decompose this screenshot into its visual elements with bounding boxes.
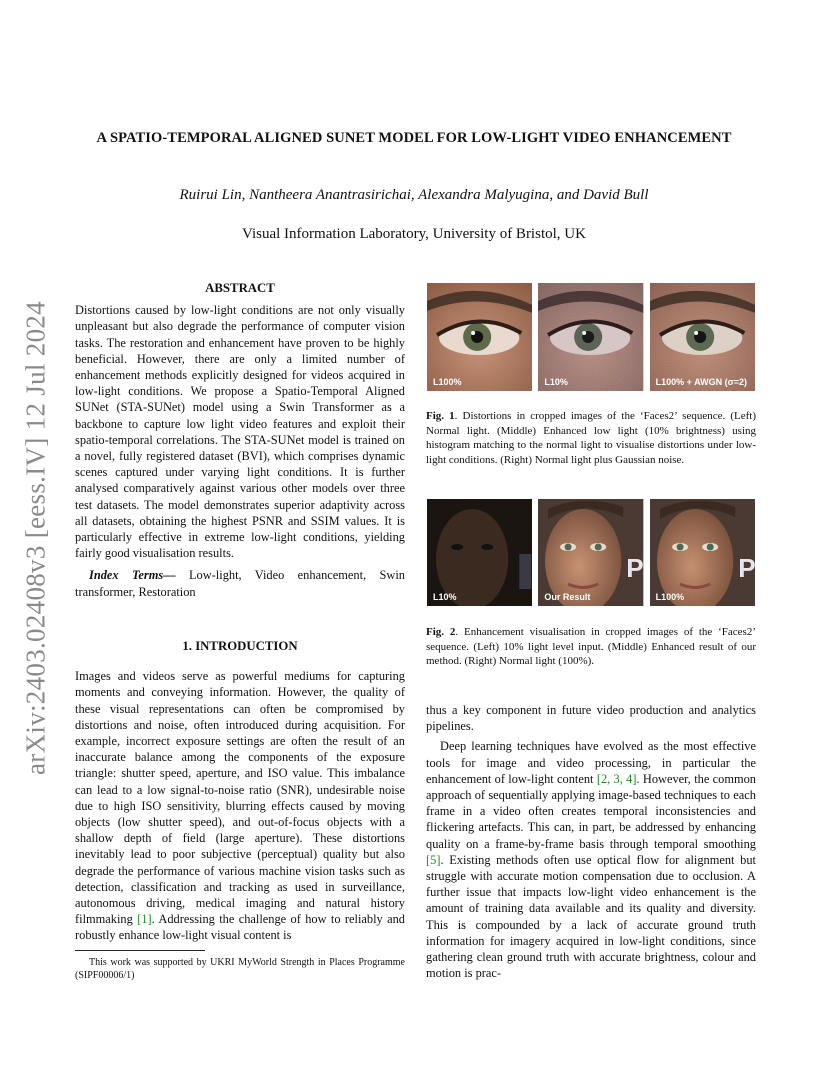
figure-1-caption-label: Fig. 1 — [426, 410, 455, 422]
intro-paragraph-1: Images and videos serve as powerful mediums for capturing moments and conveying information. However, the quality of these visual representations can often be compromised by distortions and noise, often introduced during acquisition. For example, incorrect exposure settings are often the result of an inaccurate balance among the components of the exposure triangle: shutter speed, aperture, and ISO value. This imbalance can lead to a low signal-to-noise ratio (SNR), undesirable noise due to high ISO sensitivity, blurring effects caused by moving objects (low shutter speed), and out-of-focus objects with a shallow depth of field (large aperture). These distortions inevitably lead to poor subjective (perceptual) quality but also degrade the performance of various machine vision tasks such as detection, classification and tracking as used in surveillance, autonomous driving, medical imaging and natural history filmmaking [1]. Addressing the challenge of how to reliably and robustly enhance low-light visual content is — [75, 669, 405, 943]
introduction-section — [75, 638, 405, 944]
author-list: Ruirui Lin, Nantheera Anantrasirichai, Alexandra Malyugina, and David Bull — [179, 187, 649, 203]
index-terms — [75, 567, 405, 599]
figure-1-label-3: L100% + AWGN (σ=2) — [655, 377, 748, 387]
abstract-text: Distortions caused by low-light conditions are not only visually unpleasant but also degrade the performance of computer vision tasks. The restoration and enhancement have proven to be highly beneficial. However, there are only a limited number of enhancement methods explicitly designed for videos acquired in low-light conditions. We propose a Spatio-Temporal Aligned SUNet (STA-SUNet) model using a Swin Transformer as a backbone to capture low light video features and exploit their spatio-temporal correlations. The STA-SUNet model is trained on a novel, fully registered dataset (BVI), which comprises dynamic scenes captured under varying light conditions. It is further analysed comparatively against various other models over three test datasets. The model demonstrates superior adaptivity across all datasets, obtaining the highest PSNR and SSIM values. It is particularly effective in extreme low-light conditions, yielding fairly good visualisation results. — [75, 303, 405, 561]
intro-continuation — [426, 702, 756, 981]
index-terms-label: Index Terms— — [89, 568, 176, 583]
citation-link[interactable]: [5] — [426, 852, 441, 867]
paper-title: A SPATIO-TEMPORAL ALIGNED SUNET MODEL FOR LOW-LIGHT VIDEO ENHANCEMENT — [96, 130, 732, 146]
abstract-heading: ABSTRACT — [205, 281, 275, 295]
figure-2-label-2: Our Result — [544, 592, 591, 602]
figure-1-label-2: L10% — [544, 377, 568, 387]
affiliation: Visual Information Laboratory, University of Bristol, UK — [242, 226, 586, 242]
figure-2-label-3: L100% — [655, 592, 685, 602]
figure-1-label-1: L100% — [433, 377, 462, 387]
svg-text:P: P — [626, 553, 644, 583]
intro-paragraph-1-cont: thus a key component in future video production and analytics pipelines. — [426, 703, 756, 734]
svg-text:P: P — [737, 553, 755, 583]
arxiv-stamp: arXiv:2403.02408v3 [eess.IV] 12 Jul 2024 — [20, 300, 51, 775]
figure-1-panel-low-light — [538, 283, 643, 391]
citation-link[interactable]: [1] — [137, 912, 152, 927]
figure-2-caption: Fig. 2. Enhancement visualisation in cropped images of the ‘Faces2’ sequence. (Left) 10% light level input. (Middle) Enhanced result of our method. (Right) Normal light (100%). — [426, 626, 756, 668]
figure-2-caption-label: Fig. 2 — [426, 626, 456, 638]
abstract-section — [75, 280, 405, 600]
footnote: This work was supported by UKRI MyWorld Strength in Places Programme (SIPF00006/1) — [75, 957, 405, 981]
figure-2-label-1: L10% — [433, 592, 457, 602]
index-terms-text: Low-light, Video enhancement, Swin transformer, Restoration — [75, 568, 405, 599]
intro-paragraph-2: Deep learning techniques have evolved as the most effective tools for image and video processing, in particular the enhancement of low-light content [2, 3, 4]. However, the common approach of sequentially applying image-based techniques to each frame in a video often creates temporal inconsistencies and flickering artefacts. This can, in part, be addressed by enhancing quality on a frame-by-frame basis through temporal smoothing [5]. Existing methods often use optical flow for alignment but struggle with accurate motion compensation due to occlusion. A further issue that impacts low-light video enhancement is the amount of training data available and its quality and diversity. This is compounded by a lack of accurate ground truth information for imagery acquired in low-light conditions, since gathering clean ground truth with accurate brightness, colour and motion is prac- — [426, 739, 756, 981]
figure-2-panel-result — [538, 499, 643, 606]
figure-2-images — [427, 499, 755, 606]
introduction-heading: 1. INTRODUCTION — [182, 639, 298, 653]
citation-link[interactable]: [2, 3, 4] — [596, 771, 637, 786]
figure-2-panel-reference — [650, 499, 755, 606]
figure-1-caption: Fig. 1. Distortions in cropped images of the ‘Faces2’ sequence. (Left) Normal light. (Middle) Enhanced low light (10% brightness) using histogram matching to the normal light to visualise distortions under low-light conditions. (Right) Normal light plus Gaussian noise. — [426, 410, 757, 466]
figure-2-panel-input — [427, 499, 532, 606]
figure-1-panel-awgn — [650, 283, 755, 391]
footnote-rule — [75, 950, 205, 951]
figure-1-panel-normal-light — [427, 283, 532, 391]
figure-1-images — [427, 283, 755, 391]
